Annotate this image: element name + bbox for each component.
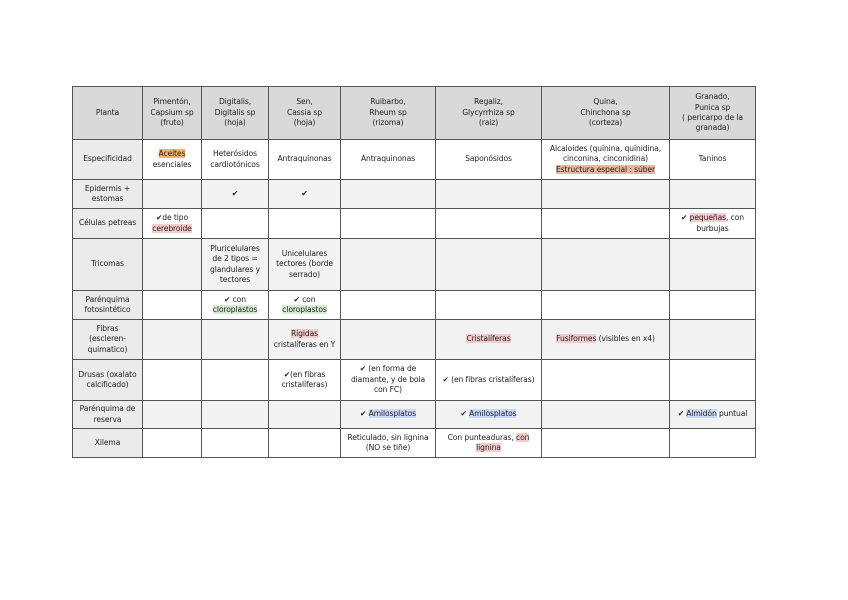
cell-tricomas-digitalis-line-1: Pluricelulares (210, 243, 260, 253)
cell-epidermis-pimenton (143, 180, 202, 209)
cell-drusas-sen-line-2: cristalíferas) (281, 380, 328, 389)
cell-celulas-granado (670, 209, 756, 239)
cell-tricomas-digitalis (202, 239, 269, 291)
cell-parenquima-regaliz (436, 291, 542, 320)
header-granado-line-4: granada) (695, 123, 730, 133)
cell-fibras-granado (670, 320, 756, 360)
cell-drusas-regaliz (436, 360, 542, 401)
header-pimenton-line-3: (fruto) (160, 118, 184, 128)
row-label-parenquima (73, 291, 143, 320)
cell-parenquima-pimenton (143, 291, 202, 320)
row-fibras (73, 320, 756, 360)
highlight-lignina: lignina (476, 443, 501, 452)
cell-fibras-quina-rest: (visibles en x4) (596, 334, 655, 344)
cell-especificidad-quina-line-2: cinconina, cinconidina) (562, 154, 649, 164)
row-parenquima-fotosintetico (73, 291, 756, 320)
header-ruibarbo-line-3: (rizoma) (372, 118, 404, 128)
row-parenquima-reserva (73, 401, 756, 429)
header-pimenton-line-2: Capsium sp (150, 107, 194, 117)
cell-especificidad-regaliz (436, 140, 542, 180)
check-icon: ✔ (231, 188, 239, 198)
cell-tricomas-sen-line-3: serrado) (288, 269, 321, 279)
row-drusas (73, 360, 756, 401)
cell-celulas-pimenton-pre: ✔de tipo (155, 213, 189, 223)
header-quina-line-1: Quina, (593, 97, 618, 107)
row-label-parenquima-line-2: fotosintético (84, 305, 131, 314)
row-label-celulas-text: Células petreas (78, 218, 137, 228)
cell-epidermis-digitalis (202, 180, 269, 209)
highlight-cloroplastos: cloroplastos (282, 305, 327, 314)
row-celulas-petreas (73, 209, 756, 239)
header-planta-label: Planta (95, 107, 120, 117)
header-regaliz (436, 87, 542, 140)
header-sen (269, 87, 341, 140)
row-label-xilema (73, 429, 143, 458)
cell-xilema-digitalis (202, 429, 269, 458)
cell-xilema-sen (269, 429, 341, 458)
header-quina (542, 87, 670, 140)
row-label-especificidad (73, 140, 143, 180)
cell-fibras-regaliz (436, 320, 542, 360)
cell-parenquima-ruibarbo (341, 291, 436, 320)
cell-especificidad-digitalis (202, 140, 269, 180)
cell-especificidad-ruibarbo-text: Antraquinonas (360, 154, 416, 164)
row-label-fibras-line-1: Fibras (96, 323, 119, 333)
cell-tricomas-sen-line-2: tectores (borde (276, 259, 333, 269)
cell-xilema-quina (542, 429, 670, 458)
cell-epidermis-ruibarbo (341, 180, 436, 209)
row-especificidad (73, 140, 756, 180)
header-digitalis-line-2: Digitalis sp (214, 107, 256, 117)
cell-xilema-ruibarbo-line-2: (NO se tiñe) (365, 443, 411, 452)
cell-reserva-regaliz (436, 401, 542, 429)
cell-fibras-quina (542, 320, 670, 360)
header-digitalis-line-1: Digitalis, (218, 97, 252, 107)
header-digitalis-line-3: (hoja) (224, 118, 246, 128)
comparison-table (72, 86, 756, 458)
cell-fibras-sen-rest: cristalíferas en Y (273, 339, 336, 349)
header-sen-line-3: (hoja) (293, 118, 316, 128)
row-label-epidermis (73, 180, 143, 209)
row-label-xilema-text: Xilema (94, 437, 121, 447)
header-ruibarbo-line-2: Rheum sp (369, 107, 407, 117)
cell-reserva-sen (269, 401, 341, 429)
highlight-almidon: Almidón (686, 409, 717, 419)
row-label-reserva (73, 401, 143, 429)
highlight-amilosplatos: Amilosplatos (469, 409, 517, 419)
cell-xilema-pimenton (143, 429, 202, 458)
row-label-drusas-line-2: calcificado) (86, 380, 129, 389)
row-label-fibras (73, 320, 143, 360)
highlight-fusiformes: Fusiformes (556, 334, 597, 344)
row-label-epidermis-line-2: estomas (91, 194, 124, 203)
cell-epidermis-regaliz (436, 180, 542, 209)
cell-drusas-ruibarbo (341, 360, 436, 401)
highlight-pequenas: pequeñas (689, 213, 727, 223)
cell-drusas-granado (670, 360, 756, 401)
header-sen-line-2: Cassia sp (287, 107, 322, 117)
cell-fibras-ruibarbo (341, 320, 436, 360)
cell-especificidad-digitalis-line-1: Heterósidos (212, 149, 258, 159)
cell-parenquima-quina (542, 291, 670, 320)
cell-drusas-ruibarbo-line-2: diamante, y de bola (350, 374, 426, 384)
check-icon: ✔ (301, 188, 308, 198)
cell-celulas-ruibarbo (341, 209, 436, 239)
check-icon: ✔ (460, 409, 470, 419)
cell-drusas-sen (269, 360, 341, 401)
cell-tricomas-ruibarbo (341, 239, 436, 291)
cell-celulas-granado-line-2: burbujas (696, 223, 729, 233)
cell-reserva-granado (670, 401, 756, 429)
cell-parenquima-granado (670, 291, 756, 320)
cell-reserva-ruibarbo (341, 401, 436, 429)
cell-drusas-ruibarbo-line-1: ✔ (en forma de (359, 364, 417, 374)
header-digitalis (202, 87, 269, 140)
header-granado-line-1: Granado, (695, 92, 730, 102)
cell-tricomas-quina (542, 239, 670, 291)
row-xilema (73, 429, 756, 458)
row-label-reserva-line-1: Parénquima de (79, 404, 136, 414)
row-label-fibras-line-3: quimatico) (87, 344, 128, 354)
cell-especificidad-regaliz-text: Saponósidos (465, 154, 512, 164)
row-label-tricomas-text: Tricomas (91, 259, 124, 269)
cell-xilema-granado (670, 429, 756, 458)
header-pimenton-line-1: Pimentón, (153, 97, 191, 107)
cell-epidermis-quina (542, 180, 670, 209)
cell-tricomas-regaliz (436, 239, 542, 291)
header-granado (670, 87, 756, 140)
cell-drusas-regaliz-text: ✔ (en fibras cristalíferas) (442, 374, 535, 384)
cell-tricomas-digitalis-line-4: tectores (219, 274, 251, 284)
header-ruibarbo-line-1: Ruibarbo, (370, 97, 406, 107)
row-label-celulas-petreas (73, 209, 143, 239)
cell-celulas-regaliz (436, 209, 542, 239)
cell-xilema-regaliz (436, 429, 542, 458)
highlight-aceites: Aceites (158, 149, 186, 159)
cell-reserva-granado-rest: puntual (716, 409, 748, 419)
header-granado-line-3: ( pericarpo de la (682, 113, 743, 122)
row-label-parenquima-line-1: Parénquima (85, 294, 130, 304)
cell-especificidad-sen-text: Antraquinonas (277, 154, 332, 164)
cell-parenquima-digitalis-pre: ✔ con (224, 294, 246, 304)
cell-especificidad-granado (670, 140, 756, 180)
highlight-con: con (516, 432, 530, 442)
highlight-rigidas: Rígidas (290, 329, 319, 339)
header-regaliz-line-2: Glycyrrhiza sp (462, 107, 515, 117)
cell-tricomas-pimenton (143, 239, 202, 291)
check-icon: ✔ (360, 409, 369, 419)
cell-especificidad-granado-text: Taninos (698, 154, 727, 164)
cell-fibras-sen (269, 320, 341, 360)
cell-drusas-ruibarbo-line-3: con FC) (374, 385, 402, 395)
cell-parenquima-sen (269, 291, 341, 320)
cell-especificidad-sen (269, 140, 341, 180)
cell-especificidad-quina (542, 140, 670, 180)
row-label-reserva-line-2: reserva (93, 414, 122, 424)
header-sen-line-1: Sen, (296, 97, 313, 107)
cell-reserva-digitalis (202, 401, 269, 429)
highlight-estructura-suber: Estructura especial : súber (555, 164, 656, 174)
highlight-cloroplastos: cloroplastos (212, 305, 258, 314)
cell-celulas-digitalis (202, 209, 269, 239)
row-label-especificidad-text: Especificidad (83, 154, 132, 164)
cell-especificidad-pimenton-rest: esenciales (152, 159, 192, 169)
row-label-drusas (73, 360, 143, 401)
check-icon: ✔ (681, 213, 690, 223)
cell-especificidad-digitalis-line-2: cardiotónicos (210, 159, 260, 169)
row-epidermis (73, 180, 756, 209)
cell-especificidad-pimenton (143, 140, 202, 180)
cell-tricomas-digitalis-line-2: de 2 tipos = (212, 254, 258, 264)
header-planta (73, 87, 143, 140)
cell-fibras-digitalis (202, 320, 269, 360)
cell-drusas-digitalis (202, 360, 269, 401)
cell-drusas-pimenton (143, 360, 202, 401)
row-label-tricomas (73, 239, 143, 291)
cell-especificidad-ruibarbo (341, 140, 436, 180)
row-label-fibras-line-2: (escleren- (89, 334, 126, 344)
cell-celulas-quina (542, 209, 670, 239)
cell-parenquima-digitalis (202, 291, 269, 320)
highlight-amilosplatos: Amilosplatos (368, 409, 416, 419)
cell-celulas-granado-rest: , con (726, 213, 744, 223)
header-quina-line-2: Chinchona sp (580, 107, 631, 117)
highlight-cerebroide: cerebroide (152, 223, 192, 233)
header-row (73, 87, 756, 140)
cell-tricomas-digitalis-line-3: glandulares y (210, 264, 260, 274)
cell-celulas-pimenton (143, 209, 202, 239)
cell-celulas-sen (269, 209, 341, 239)
cell-xilema-ruibarbo (341, 429, 436, 458)
cell-epidermis-sen (269, 180, 341, 209)
header-granado-line-2: Punica sp (694, 102, 731, 112)
header-quina-line-3: (corteza) (588, 118, 623, 128)
cell-drusas-sen-line-1: ✔(en fibras (283, 369, 326, 379)
cell-fibras-pimenton (143, 320, 202, 360)
cell-especificidad-quina-line-1: Alcaloides (quinina, quinidina, (549, 143, 662, 153)
cell-tricomas-sen (269, 239, 341, 291)
cell-xilema-regaliz-pre: Con punteaduras, (447, 432, 514, 442)
cell-reserva-quina (542, 401, 670, 429)
highlight-cristaliferas: Cristalíferas (466, 334, 511, 344)
row-tricomas (73, 239, 756, 291)
check-icon: ✔ (677, 409, 687, 419)
header-ruibarbo (341, 87, 436, 140)
cell-epidermis-granado (670, 180, 756, 209)
cell-tricomas-granado (670, 239, 756, 291)
cell-xilema-ruibarbo-line-1: Reticulado, sin lignina (347, 432, 429, 442)
cell-reserva-pimenton (143, 401, 202, 429)
header-regaliz-line-3: (raiz) (478, 118, 499, 128)
cell-tricomas-sen-line-1: Unicelulares (281, 248, 328, 258)
cell-drusas-quina (542, 360, 670, 401)
header-pimenton (143, 87, 202, 140)
row-label-epidermis-line-1: Epidermis + (84, 183, 131, 193)
header-regaliz-line-1: Regaliz, (474, 97, 503, 107)
row-label-drusas-line-1: Drusas (oxalato (78, 369, 137, 379)
cell-parenquima-sen-pre: ✔ con (293, 294, 316, 304)
